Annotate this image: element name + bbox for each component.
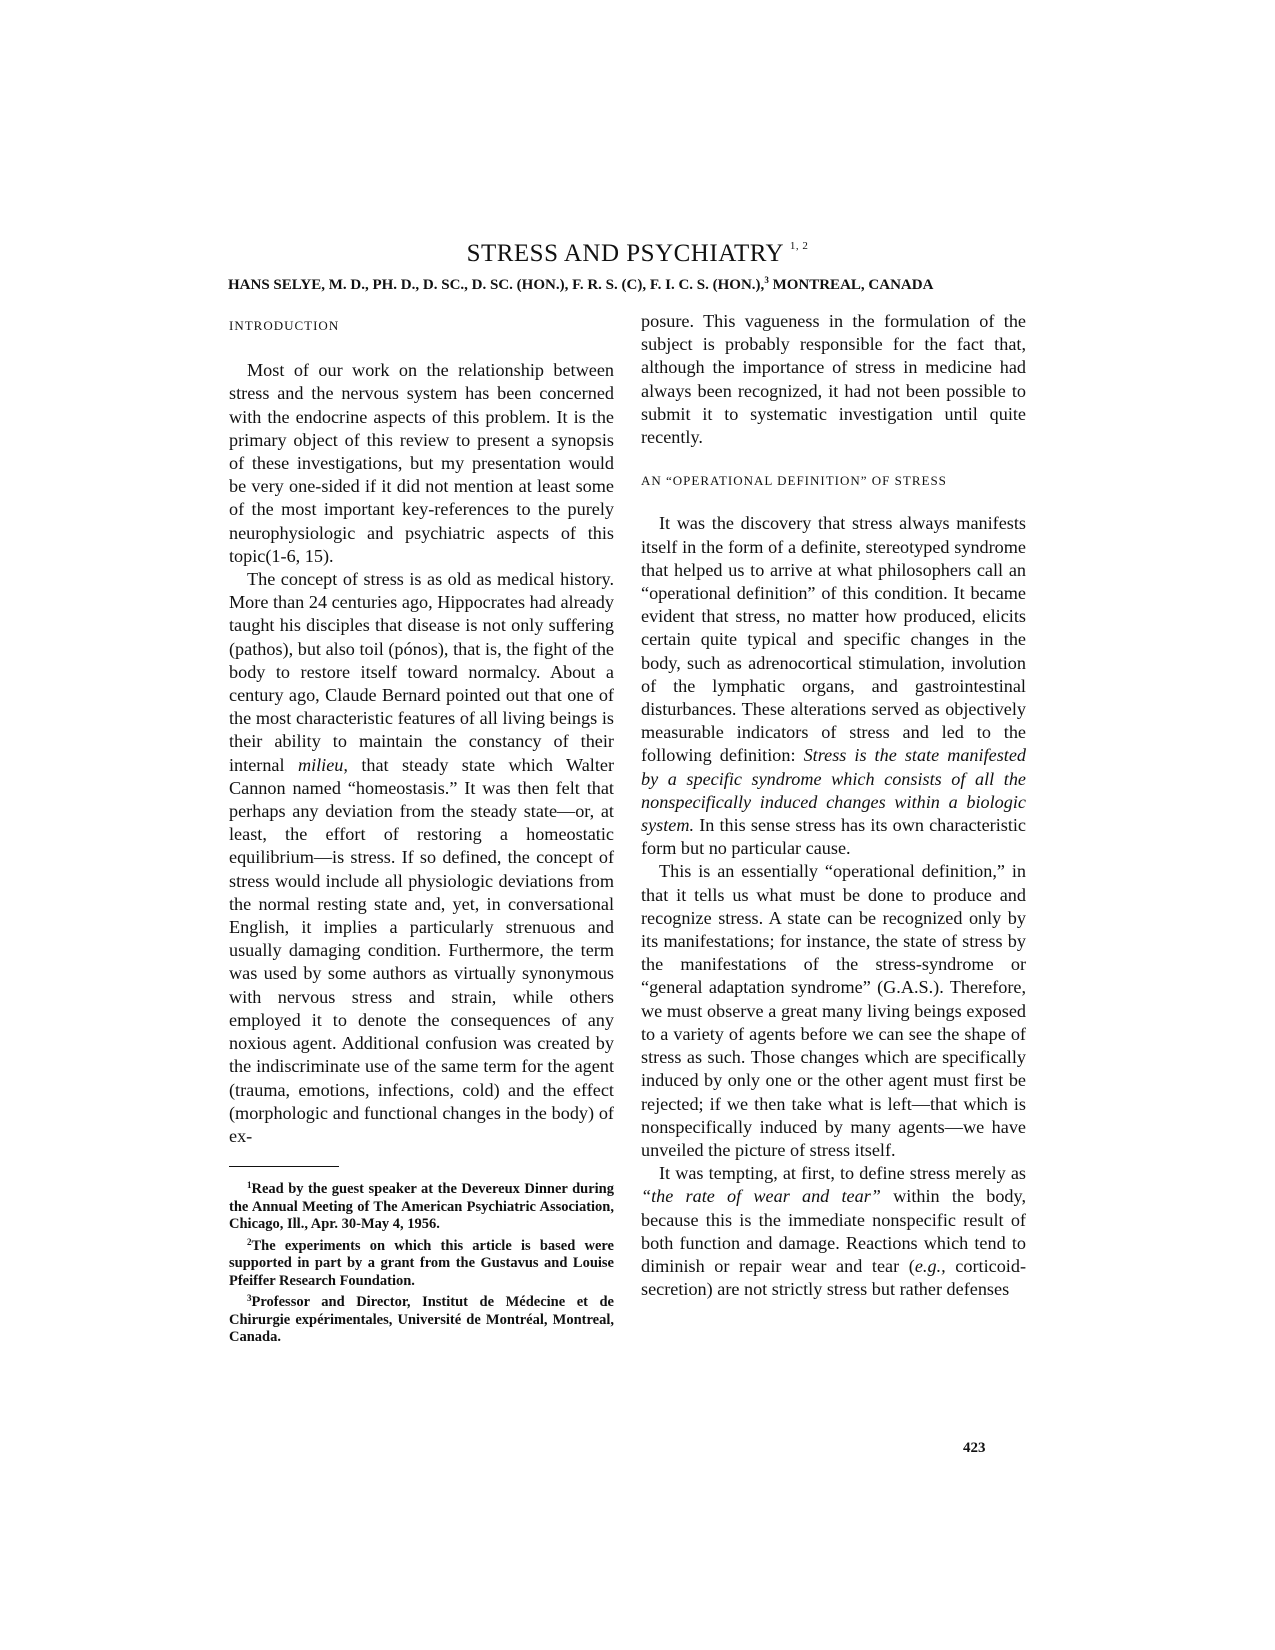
article-title (0, 240, 1275, 268)
footnote-number: 2 (247, 1236, 252, 1247)
footnote (229, 1177, 614, 1234)
definition-emphasis: Stress is the state manifested by a specific syndrome which consists of all the nonspecifically induced changes within a biologic system. (641, 745, 1026, 836)
paragraph-text: It was the discovery that stress always manifests itself in the form of a definite, stereotyped syndrome that helped us to arrive at what philosophers call an “operational definition” of this condition. It became evident that stress, no matter how produced, elicits certain quite typical and specific changes in the body, such as adrenocortical stimulation, involution of the lymphatic organs, and gastrointestinal disturbances. These alterations served as objectively measurable indicators of stress and led to the following definition: (641, 513, 1026, 766)
paragraph-continued: posure. This vagueness in the formulation of the subject is probably responsible for the fact that, although the importance of stress in medicine had always been recognized, it had not been possible to submit it to systematic investigation until quite recently. (641, 311, 1026, 448)
footnote-rule (229, 1166, 339, 1167)
paragraph (229, 568, 614, 1148)
footnote-text: Read by the guest speaker at the Devereux Dinner during the Annual Meeting of The American Psychiatric Association, Chicago, Ill., Apr. 30-May 4, 1956. (229, 1181, 614, 1233)
page-number: 423 (963, 1440, 986, 1456)
paragraph: Most of our work on the relationship between stress and the nervous system has been concerned with the endocrine aspects of this problem. It is the primary object of this review to present a synopsis of these investigations, but my presentation would be very one-sided if it did not mention at least some of the most important key-references to the purely neurophysiologic and psychiatric aspects of this topic(1-6, 15). (229, 360, 614, 566)
right-column (641, 310, 1026, 1301)
title-footnote-refs: 1, 2 (789, 240, 809, 252)
footnote (229, 1234, 614, 1291)
author-footnote-ref: 3 (764, 275, 769, 285)
paragraph-text: It was tempting, at first, to define stress merely as (659, 1163, 1026, 1184)
footnote-text: The experiments on which this article is based were supported in part by a grant from the Gustavus and Louise Pfeiffer Research Foundation. (229, 1237, 614, 1289)
paragraph-text: The concept of stress is as old as medical history. More than 24 centuries ago, Hippocrates had already taught his disciples that disease is not only suffering (pathos), but also toil (pónos), that is, the fight of the body to restore itself toward normalcy. About a century ago, Claude Bernard pointed out that one of the most characteristic features of all living beings is their ability to maintain the constancy of their internal (229, 569, 614, 775)
paragraph (641, 512, 1026, 860)
emphasis-text: milieu, (297, 754, 348, 775)
paragraph: This is an essentially “operational definition,” in that it tells us what must be done to produce and recognize stress. A state can be recognized only by its manifestations; for instance, the state of stress by the manifestations of the stress-syndrome or “general adaptation syndrome” (G.A.S.). Therefore, we must observe a great many living beings exposed to a variety of agents before we can see the shape of stress as such. Those changes which are specifically induced by only one or the other agent must first be rejected; if we then take what is left—that which is nonspecifically induced by many agents—we have unveiled the picture of stress itself. (641, 861, 1026, 1160)
paragraph-text: In this sense stress has its own characteristic form but no particular cause. (641, 815, 1027, 859)
emphasis-text: “the rate of wear and tear” (641, 1186, 881, 1207)
paragraph-text: that steady state which Walter Cannon named “homeostasis.” It was then felt that perhaps any deviation from the steady state—or, at least, the effort of restoring a homeostatic equilibrium—is stress. If so defined, the concept of stress would include all physiologic deviations from the normal resting state and, yet, in conversational English, it implies a particularly strenuous and usually damaging condition. Furthermore, the term was used by some authors as virtually synonymous with nervous stress and strain, while others employed it to denote the consequences of any noxious agent. Additional confusion was created by the indiscriminate use of the same term for the agent (trauma, emotions, infections, cold) and the effect (morphologic and functional changes in the body) of ex- (229, 754, 615, 1146)
author-location: MONTREAL, CANADA (772, 277, 934, 293)
section-heading-operational-definition: AN “OPERATIONAL DEFINITION” OF STRESS (641, 473, 947, 489)
footnote-number: 1 (247, 1180, 252, 1191)
footnote-number: 3 (247, 1293, 252, 1304)
author-line (228, 275, 1048, 294)
paragraph-text: corticoid-secretion) are not strictly stress but rather defenses (641, 1255, 1026, 1300)
left-column (229, 310, 614, 1347)
emphasis-text: e.g., (914, 1255, 946, 1276)
article-title-text: STRESS AND PSYCHIATRY (466, 240, 784, 267)
paragraph-text: within the body, because this is the immediate nonspecific result of both function and damage. Reactions which tend to diminish or repair wear and tear ( (641, 1186, 1026, 1276)
footnote-text: Professor and Director, Institut de Médecine et de Chirurgie expérimentales, Université de Montréal, Montreal, Canada. (229, 1294, 614, 1346)
paragraph (641, 1162, 1026, 1301)
author-names: HANS SELYE, M. D., PH. D., D. SC., D. SC. (HON.), F. R. S. (C), F. I. C. S. (HON.), (228, 277, 765, 293)
section-heading-introduction: INTRODUCTION (229, 318, 340, 333)
footnote (229, 1290, 614, 1347)
